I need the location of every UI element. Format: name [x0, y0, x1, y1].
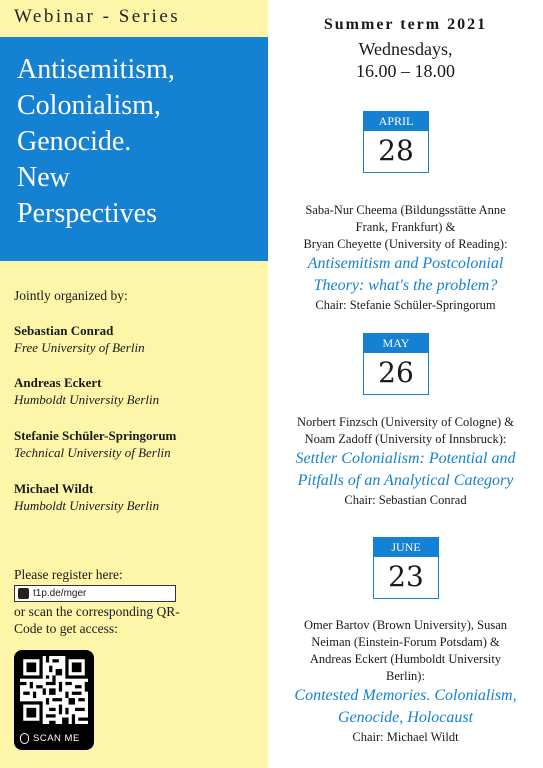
event-title: Antisemitism and Postcolonial — [307, 255, 504, 272]
event-title: Genocide, Holocaust — [337, 709, 474, 726]
register-prompt: Please register here: — [14, 567, 123, 582]
calendar-date — [363, 333, 429, 395]
event-speakers: Omer Bartov (Brown University), Susan — [303, 618, 508, 632]
organizer-affiliation: Humboldt University Berlin — [14, 392, 160, 407]
qr-instruction-line: or scan the corresponding QR- — [14, 604, 180, 619]
phone-icon — [20, 733, 29, 744]
schedule-hours: 16.00 – 18.00 — [356, 61, 455, 81]
title-line: New — [17, 162, 70, 193]
calendar-month: JUNE — [374, 538, 438, 557]
organizer-name: Stefanie Schüler-Springorum — [14, 428, 177, 443]
term-label: Summer term 2021 — [323, 16, 488, 33]
title-line: Colonialism, — [17, 90, 161, 121]
link-icon — [18, 588, 29, 599]
organizer-name: Sebastian Conrad — [14, 323, 114, 338]
organizer-name: Michael Wildt — [14, 481, 94, 496]
calendar-date — [373, 537, 439, 599]
title-line: Perspectives — [17, 198, 157, 229]
organizer-entry — [14, 427, 176, 461]
qr-instruction-line: Code to get access: — [14, 621, 118, 636]
event-chair: Chair: Sebastian Conrad — [344, 493, 467, 507]
title-line: Genocide. — [17, 126, 132, 157]
qr-code-icon — [20, 656, 88, 724]
scan-me-text: SCAN ME — [33, 733, 80, 745]
qr-code[interactable] — [14, 650, 94, 750]
organizers-heading: Jointly organized by: — [14, 288, 128, 303]
organizer-name: Andreas Eckert — [14, 375, 102, 390]
organizer-entry — [14, 480, 159, 514]
webinar-title — [17, 52, 247, 232]
event-chair: Chair: Michael Wildt — [352, 730, 459, 744]
event-speakers: Noam Zadoff (University of Innsbruck): — [304, 432, 507, 446]
event-chair: Chair: Stefanie Schüler-Springorum — [315, 298, 496, 312]
title-line: Antisemitism, — [17, 54, 175, 85]
qr-instructions — [14, 603, 214, 637]
event-speakers: Norbert Finzsch (University of Cologne) & — [297, 415, 514, 429]
event-title: Settler Colonialism: Potential and — [295, 450, 516, 467]
schedule-day: Wednesdays, — [358, 39, 453, 59]
register-url[interactable]: t1p.de/mger — [33, 588, 87, 599]
calendar-month: APRIL — [364, 112, 428, 131]
event-speakers: Bryan Cheyette (University of Reading): — [303, 237, 508, 251]
organizer-affiliation: Free University of Berlin — [14, 340, 145, 355]
calendar-date — [363, 111, 429, 173]
event-details — [268, 617, 543, 746]
register-link[interactable] — [14, 585, 176, 602]
organizer-affiliation: Technical University of Berlin — [14, 445, 171, 460]
event-details — [268, 414, 543, 509]
event-details — [268, 202, 543, 314]
calendar-day: 23 — [388, 560, 424, 593]
organizer-affiliation: Humboldt University Berlin — [14, 498, 160, 513]
event-speakers: Andreas Eckert (Humboldt University — [309, 652, 502, 666]
calendar-day: 26 — [378, 356, 414, 389]
calendar-month: MAY — [364, 334, 428, 353]
organizer-entry — [14, 322, 145, 356]
schedule-time — [268, 38, 543, 82]
scan-me-label — [20, 733, 80, 744]
calendar-day: 28 — [378, 134, 414, 167]
event-title: Contested Memories. Colonialism, — [294, 687, 517, 704]
event-title: Theory: what's the problem? — [313, 277, 498, 294]
event-speakers: Frank, Frankfurt) & — [355, 220, 456, 234]
organizer-entry — [14, 374, 159, 408]
event-speakers: Saba-Nur Cheema (Bildungsstätte Anne — [305, 203, 506, 217]
series-label: Webinar - Series — [14, 6, 181, 27]
event-title: Pitfalls of an Analytical Category — [297, 472, 514, 489]
event-speakers: Neiman (Einstein-Forum Potsdam) & — [311, 635, 500, 649]
event-speakers: Berlin): — [386, 669, 425, 683]
